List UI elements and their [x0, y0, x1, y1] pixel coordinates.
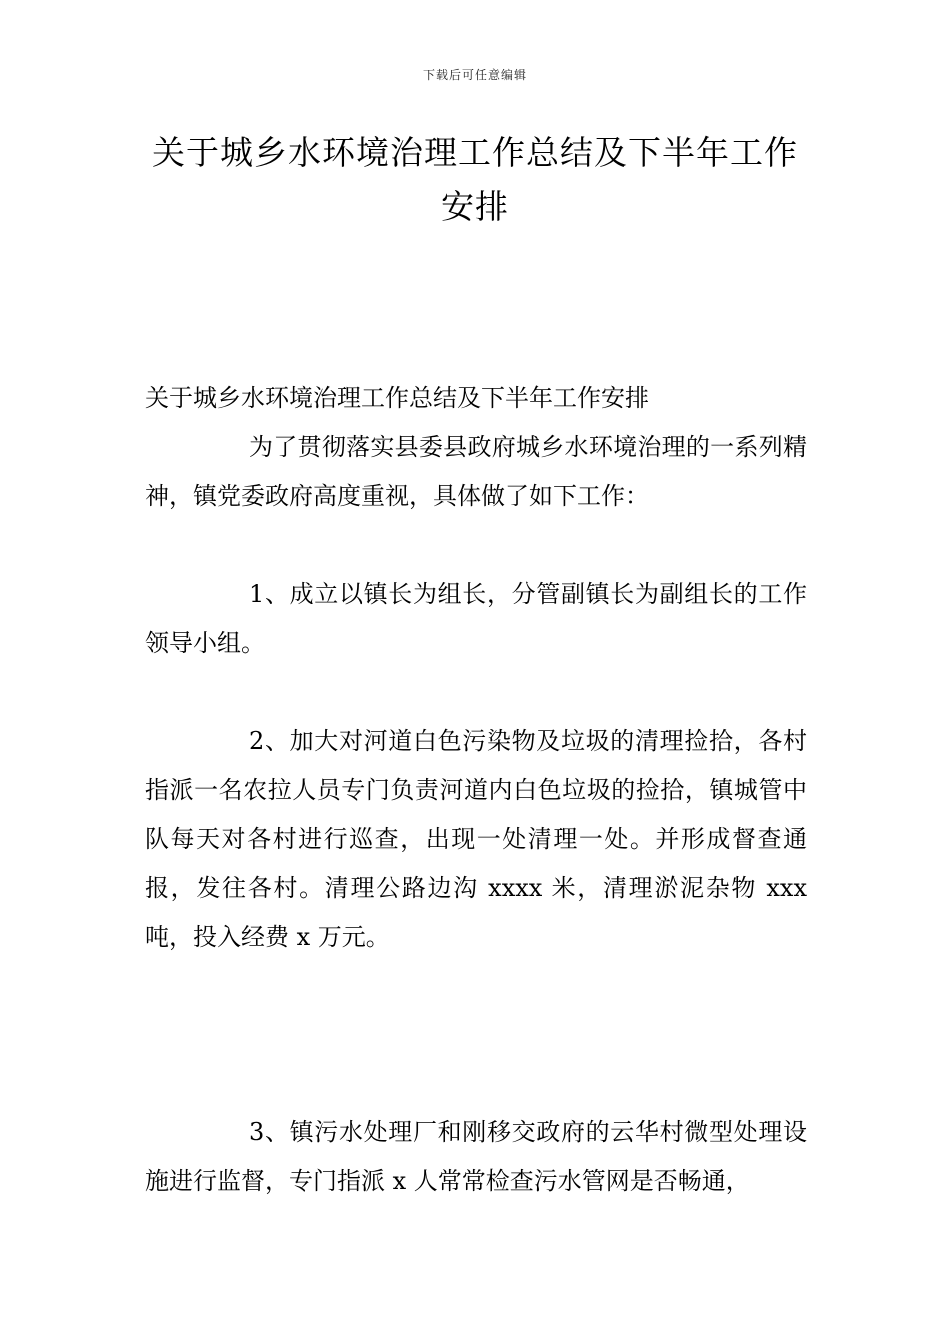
document-title: 关于城乡水环境治理工作总结及下半年工作安排 — [152, 133, 798, 226]
paragraph-item-1: 1、成立以镇长为组长，分管副镇长为副组长的工作领导小组。 — [145, 580, 807, 657]
paragraph-item-3: 3、镇污水处理厂和刚移交政府的云华村微型处理设施进行监督，专门指派 x 人常常检查污水管网是否畅通， — [145, 1118, 807, 1195]
paragraph-item-2: 2、加大对河道白色污染物及垃圾的清理捡拾，各村指派一名农拉人员专门负责河道内白色垃圾的捡拾，镇城管中队每天对各村进行巡查，出现一处清理一处。并形成督查通报，发往各村。清理公路边沟 xxxx 米，清理淤泥杂物 xxx 吨，投入经费 x 万元。 — [145, 727, 807, 951]
header-note: 下载后可任意编辑 — [422, 68, 527, 82]
document-body — [145, 374, 807, 1206]
document-subtitle: 关于城乡水环境治理工作总结及下半年工作安排 — [145, 384, 649, 412]
paragraph-intro: 为了贯彻落实县委县政府城乡水环境治理的一系列精神，镇党委政府高度重视，具体做了如下工作： — [145, 433, 807, 510]
